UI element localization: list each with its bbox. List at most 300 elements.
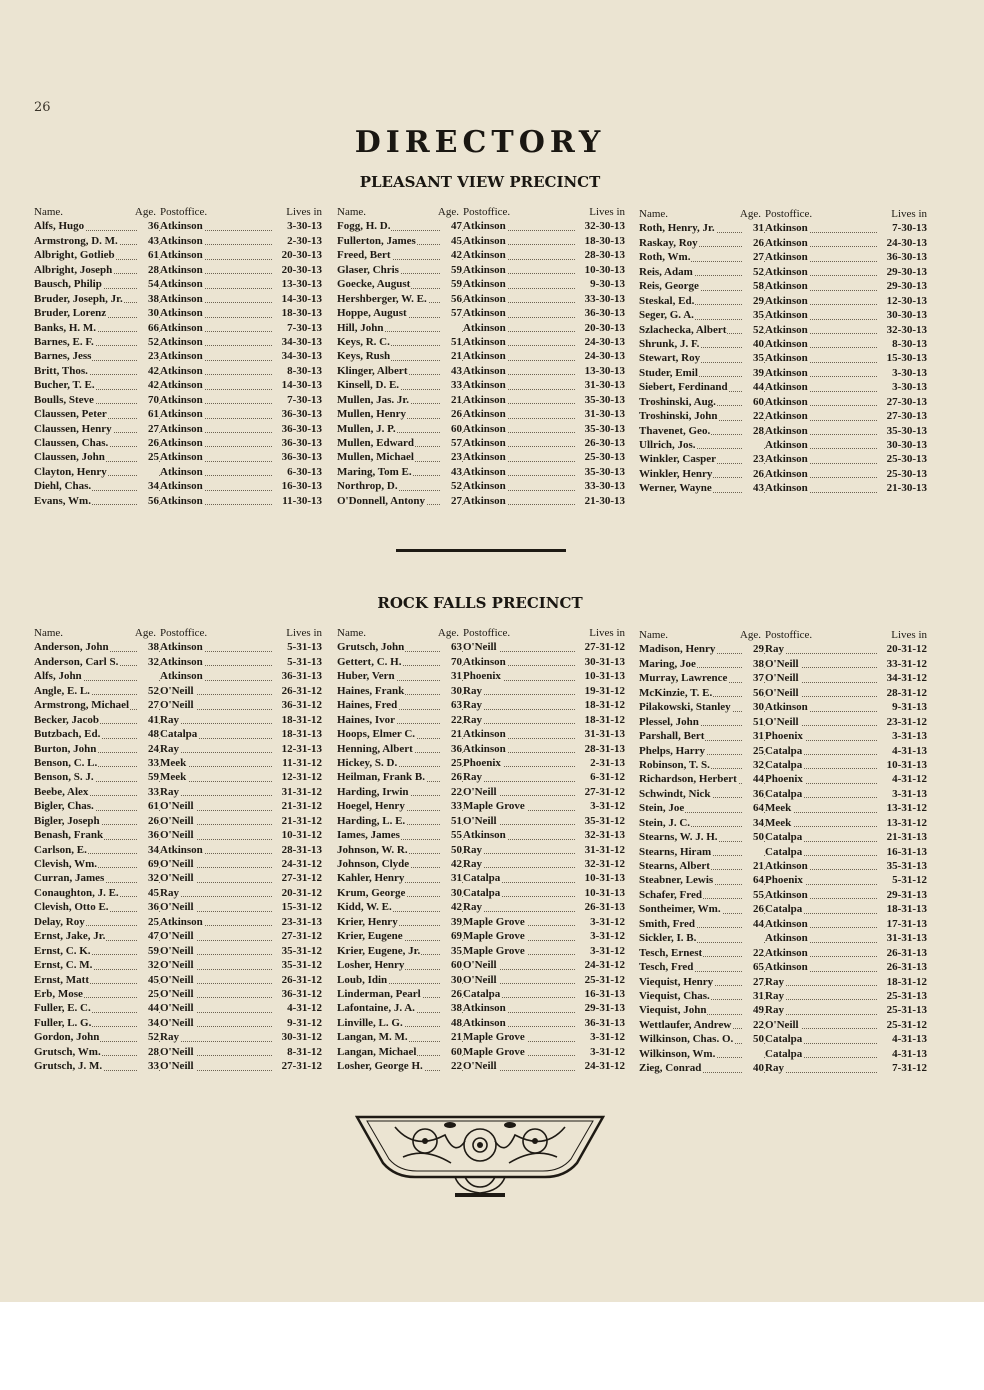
ornament-icon bbox=[355, 1111, 605, 1199]
entry-name: Grutsch, John bbox=[337, 640, 440, 654]
directory-entry bbox=[337, 915, 625, 929]
entry-lives-in: 32-30-13 bbox=[886, 323, 927, 336]
directory-entry bbox=[34, 479, 322, 493]
entry-name: Fuller, L. G. bbox=[34, 1016, 137, 1030]
entry-age: 30 bbox=[753, 701, 764, 714]
entry-name: Claussen, Chas. bbox=[34, 436, 137, 450]
entry-postoffice: Atkinson bbox=[764, 452, 877, 466]
entry-lives-in: 26-31-13 bbox=[886, 946, 927, 959]
page-number: 26 bbox=[34, 100, 51, 115]
entry-lives-in: 30-31-13 bbox=[584, 655, 625, 668]
entry-postoffice: Atkinson bbox=[159, 335, 272, 349]
entry-lives-in: 26-30-13 bbox=[584, 437, 625, 449]
directory-entry bbox=[639, 700, 927, 714]
entry-name: Glaser, Chris bbox=[337, 263, 440, 277]
entry-lives-in: 7-30-13 bbox=[287, 321, 322, 334]
entry-lives-in: 31-31-12 bbox=[584, 843, 625, 856]
directory-entry bbox=[34, 248, 322, 262]
entry-lives-in: 32-31-13 bbox=[584, 829, 625, 842]
header-lives-in: Lives in bbox=[286, 206, 322, 218]
entry-postoffice: Atkinson bbox=[159, 450, 272, 464]
entry-age: 26 bbox=[753, 467, 764, 480]
directory-entry bbox=[639, 366, 927, 380]
entry-name: Clevish, Wm. bbox=[34, 857, 137, 871]
entry-postoffice: O'Neill bbox=[764, 715, 877, 729]
entry-name: Grutsch, Wm. bbox=[34, 1045, 137, 1059]
entry-name: Fullerton, James bbox=[337, 234, 440, 248]
entry-name: Carlson, E. bbox=[34, 843, 137, 857]
directory-entry bbox=[337, 378, 625, 392]
directory-entry bbox=[639, 294, 927, 308]
directory-entry bbox=[337, 770, 625, 784]
entry-name: Stein, J. C. bbox=[639, 816, 742, 830]
entry-age: 36 bbox=[148, 829, 159, 842]
directory-entry bbox=[639, 438, 927, 452]
entry-postoffice: Atkinson bbox=[159, 248, 272, 262]
entry-name: Johnson, Clyde bbox=[337, 857, 440, 871]
entry-postoffice: O'Neill bbox=[462, 814, 575, 828]
entry-age: 27 bbox=[148, 699, 159, 712]
entry-postoffice: Ray bbox=[462, 698, 575, 712]
entry-postoffice: Atkinson bbox=[764, 409, 877, 423]
entry-age: 45 bbox=[148, 886, 159, 899]
directory-entry bbox=[34, 655, 322, 669]
entry-name: Viequist, Chas. bbox=[639, 989, 742, 1003]
directory-entry bbox=[337, 277, 625, 291]
entry-postoffice: Atkinson bbox=[462, 742, 575, 756]
entry-age: 51 bbox=[451, 814, 462, 827]
entry-age: 52 bbox=[753, 323, 764, 336]
entry-name: Clevish, Otto E. bbox=[34, 900, 137, 914]
entry-postoffice: O'Neill bbox=[159, 698, 272, 712]
directory-entry bbox=[34, 450, 322, 464]
entry-name: Linville, L. G. bbox=[337, 1016, 440, 1030]
entry-name: Werner, Wayne bbox=[639, 481, 742, 495]
entry-lives-in: 11-31-12 bbox=[282, 756, 322, 769]
header-age: Age. bbox=[437, 627, 459, 639]
entry-name: Stearns, Albert bbox=[639, 859, 742, 873]
directory-entry bbox=[337, 1059, 625, 1073]
entry-postoffice: Atkinson bbox=[764, 279, 877, 293]
directory-entry bbox=[639, 424, 927, 438]
directory-entry bbox=[337, 713, 625, 727]
directory-entry bbox=[639, 1032, 927, 1046]
entry-postoffice: Catalpa bbox=[764, 830, 877, 844]
entry-age: 34 bbox=[148, 843, 159, 856]
directory-entry bbox=[337, 655, 625, 669]
entry-age: 47 bbox=[148, 930, 159, 943]
entry-postoffice: Phoenix bbox=[764, 729, 877, 743]
entry-lives-in: 20-30-13 bbox=[281, 263, 322, 276]
entry-postoffice: Ray bbox=[159, 785, 272, 799]
entry-postoffice: O'Neill bbox=[159, 799, 272, 813]
entry-postoffice: Ray bbox=[462, 900, 575, 914]
entry-postoffice: Atkinson bbox=[462, 479, 575, 493]
directory-entry bbox=[337, 756, 625, 770]
entry-lives-in: 27-31-12 bbox=[584, 785, 625, 798]
entry-lives-in: 12-31-12 bbox=[281, 771, 322, 784]
rock-falls-column-1 bbox=[34, 626, 322, 1074]
entry-postoffice: Atkinson bbox=[159, 479, 272, 493]
entry-postoffice: Atkinson bbox=[462, 494, 575, 508]
entry-name: Albright, Joseph bbox=[34, 263, 137, 277]
entry-age: 31 bbox=[451, 872, 462, 885]
directory-entry bbox=[34, 1059, 322, 1073]
directory-entry bbox=[639, 902, 927, 916]
entry-name: Troshinski, Aug. bbox=[639, 395, 742, 409]
directory-entry bbox=[34, 987, 322, 1001]
entry-postoffice: Atkinson bbox=[462, 655, 575, 669]
entry-age: 32 bbox=[753, 758, 764, 771]
directory-entry bbox=[639, 250, 927, 264]
directory-entry bbox=[639, 1018, 927, 1032]
entry-name: Stein, Joe bbox=[639, 801, 742, 815]
entry-name: Tesch, Fred bbox=[639, 960, 742, 974]
entry-lives-in: 28-31-13 bbox=[584, 742, 625, 755]
entry-age: 64 bbox=[753, 874, 764, 887]
entry-lives-in: 3-31-12 bbox=[590, 930, 625, 943]
entry-name: Benson, S. J. bbox=[34, 770, 137, 784]
directory-entry bbox=[337, 393, 625, 407]
entry-name: Loub, Idin bbox=[337, 973, 440, 987]
entry-postoffice: Maple Grove bbox=[462, 799, 575, 813]
entry-age: 50 bbox=[753, 1033, 764, 1046]
entry-postoffice: Atkinson bbox=[764, 917, 877, 931]
entry-age: 25 bbox=[148, 451, 159, 464]
entry-age: 61 bbox=[148, 408, 159, 421]
directory-entry bbox=[639, 337, 927, 351]
entry-age: 59 bbox=[148, 944, 159, 957]
entry-lives-in: 32-30-13 bbox=[584, 220, 625, 233]
directory-entry bbox=[639, 236, 927, 250]
directory-entry bbox=[639, 279, 927, 293]
directory-entry bbox=[337, 364, 625, 378]
entry-name: Heilman, Frank B. bbox=[337, 770, 440, 784]
entry-lives-in: 27-31-12 bbox=[281, 872, 322, 885]
entry-name: Sickler, I. B. bbox=[639, 931, 742, 945]
directory-entry bbox=[337, 843, 625, 857]
header-postoffice: Postoffice. bbox=[765, 629, 813, 641]
entry-name: Sontheimer, Wm. bbox=[639, 902, 742, 916]
entry-name: Keys, R. C. bbox=[337, 335, 440, 349]
entry-age: 49 bbox=[753, 1004, 764, 1017]
entry-lives-in: 30-31-12 bbox=[281, 1031, 322, 1044]
entry-lives-in: 24-31-12 bbox=[584, 1060, 625, 1073]
directory-entry bbox=[34, 335, 322, 349]
entry-lives-in: 4-31-12 bbox=[287, 1002, 322, 1015]
entry-age: 60 bbox=[451, 422, 462, 435]
entry-lives-in: 18-31-12 bbox=[281, 713, 322, 726]
entry-age: 22 bbox=[753, 1018, 764, 1031]
entry-postoffice: O'Neill bbox=[764, 1018, 877, 1032]
entry-age: 45 bbox=[148, 973, 159, 986]
entry-age: 26 bbox=[753, 903, 764, 916]
entry-lives-in: 24-30-13 bbox=[584, 350, 625, 363]
entry-age: 52 bbox=[753, 265, 764, 278]
entry-postoffice: Atkinson bbox=[462, 248, 575, 262]
entry-name: Maring, Tom E. bbox=[337, 465, 440, 479]
entry-name: Kidd, W. E. bbox=[337, 900, 440, 914]
entry-age: 52 bbox=[148, 1031, 159, 1044]
header-postoffice: Postoffice. bbox=[160, 627, 208, 639]
entry-postoffice: Atkinson bbox=[764, 424, 877, 438]
directory-entry bbox=[639, 772, 927, 786]
entry-lives-in: 3-30-13 bbox=[892, 366, 927, 379]
entry-postoffice: Atkinson bbox=[462, 407, 575, 421]
entry-name: Schwindt, Nick bbox=[639, 787, 742, 801]
entry-name: Henning, Albert bbox=[337, 742, 440, 756]
entry-postoffice: Atkinson bbox=[764, 438, 877, 452]
entry-postoffice: Ray bbox=[462, 684, 575, 698]
entry-age: 27 bbox=[451, 494, 462, 507]
entry-age: 48 bbox=[148, 728, 159, 741]
entry-lives-in: 35-30-13 bbox=[584, 422, 625, 435]
entry-lives-in: 36-30-13 bbox=[886, 251, 927, 264]
entry-name: Murray, Lawrence bbox=[639, 671, 742, 685]
entry-age: 63 bbox=[451, 699, 462, 712]
entry-postoffice: Atkinson bbox=[159, 219, 272, 233]
entry-lives-in: 18-31-13 bbox=[886, 903, 927, 916]
entry-name: Thavenet, Geo. bbox=[639, 424, 742, 438]
entry-lives-in: 36-30-13 bbox=[281, 451, 322, 464]
entry-age: 37 bbox=[753, 672, 764, 685]
entry-age: 56 bbox=[148, 494, 159, 507]
directory-entry bbox=[639, 917, 927, 931]
entry-age: 45 bbox=[451, 234, 462, 247]
entry-postoffice: O'Neill bbox=[462, 958, 575, 972]
entry-name: Studer, Emil bbox=[639, 366, 742, 380]
entry-name: Steabner, Lewis bbox=[639, 873, 742, 887]
entry-postoffice: Atkinson bbox=[462, 219, 575, 233]
entry-lives-in: 3-31-13 bbox=[892, 787, 927, 800]
entry-lives-in: 13-30-13 bbox=[584, 364, 625, 377]
entry-lives-in: 18-31-12 bbox=[584, 713, 625, 726]
entry-name: Erb, Mose bbox=[34, 987, 137, 1001]
entry-age: 69 bbox=[148, 858, 159, 870]
entry-lives-in: 36-31-13 bbox=[584, 1016, 625, 1029]
directory-entry bbox=[34, 785, 322, 799]
entry-postoffice: O'Neill bbox=[159, 929, 272, 943]
pleasant-view-column-1 bbox=[34, 205, 322, 508]
entry-postoffice: Atkinson bbox=[159, 436, 272, 450]
entry-age: 60 bbox=[753, 395, 764, 408]
entry-age: 21 bbox=[451, 1031, 462, 1044]
entry-postoffice: O'Neill bbox=[462, 1059, 575, 1073]
entry-lives-in: 25-31-12 bbox=[886, 1018, 927, 1031]
entry-name: Conaughton, J. E. bbox=[34, 886, 137, 900]
entry-age: 36 bbox=[148, 220, 159, 233]
entry-name: Smith, Fred bbox=[639, 917, 742, 931]
entry-lives-in: 9-31-12 bbox=[287, 1016, 322, 1029]
entry-lives-in: 14-30-13 bbox=[281, 292, 322, 305]
entry-name: Harding, Irwin bbox=[337, 785, 440, 799]
header-name: Name. bbox=[337, 627, 367, 639]
entry-name: Seger, G. A. bbox=[639, 308, 742, 322]
entry-postoffice: Atkinson bbox=[159, 306, 272, 320]
directory-entry bbox=[34, 640, 322, 654]
entry-name: Reis, Adam bbox=[639, 265, 742, 279]
entry-postoffice: Ray bbox=[764, 642, 877, 656]
entry-age: 32 bbox=[148, 655, 159, 668]
entry-postoffice: Catalpa bbox=[764, 787, 877, 801]
entry-name: Mullen, Henry bbox=[337, 407, 440, 421]
entry-lives-in: 35-31-13 bbox=[886, 860, 927, 872]
directory-entry bbox=[337, 799, 625, 813]
entry-age: 65 bbox=[753, 961, 764, 974]
directory-entry bbox=[639, 395, 927, 409]
entry-age: 60 bbox=[451, 1045, 462, 1058]
entry-name: Hoppe, August bbox=[337, 306, 440, 320]
entry-name: Britt, Thos. bbox=[34, 364, 137, 378]
directory-entry bbox=[34, 465, 322, 479]
entry-postoffice: Atkinson bbox=[764, 960, 877, 974]
entry-age: 61 bbox=[148, 800, 159, 813]
entry-postoffice: O'Neill bbox=[462, 640, 575, 654]
entry-postoffice: Atkinson bbox=[764, 308, 877, 322]
entry-postoffice: Atkinson bbox=[764, 351, 877, 365]
entry-name: Bucher, T. E. bbox=[34, 378, 137, 392]
entry-age: 57 bbox=[451, 437, 462, 449]
entry-age: 35 bbox=[753, 309, 764, 322]
entry-postoffice: Atkinson bbox=[159, 915, 272, 929]
entry-name: Losher, George H. bbox=[337, 1059, 440, 1073]
directory-entry bbox=[639, 265, 927, 279]
entry-postoffice: Catalpa bbox=[764, 902, 877, 916]
directory-entry bbox=[639, 744, 927, 758]
entry-lives-in: 25-31-13 bbox=[886, 989, 927, 1002]
header-name: Name. bbox=[34, 627, 64, 639]
entry-name: Fuller, E. C. bbox=[34, 1001, 137, 1015]
entry-lives-in: 13-30-13 bbox=[281, 278, 322, 291]
entry-age: 30 bbox=[148, 307, 159, 320]
entry-age: 40 bbox=[753, 1062, 764, 1075]
directory-entry bbox=[639, 671, 927, 685]
entry-postoffice: Catalpa bbox=[462, 871, 575, 885]
directory-entry bbox=[34, 900, 322, 914]
entry-age: 60 bbox=[451, 959, 462, 972]
entry-age: 27 bbox=[148, 422, 159, 435]
entry-name: Albright, Gotlieb bbox=[34, 248, 137, 262]
directory-entry bbox=[337, 335, 625, 349]
directory-entry bbox=[34, 756, 322, 770]
entry-postoffice: Atkinson bbox=[764, 481, 877, 495]
directory-entry bbox=[639, 642, 927, 656]
entry-age: 44 bbox=[753, 381, 764, 394]
directory-entry bbox=[639, 221, 927, 235]
directory-entry bbox=[337, 929, 625, 943]
entry-postoffice: O'Neill bbox=[159, 973, 272, 987]
entry-name: Hill, John bbox=[337, 321, 440, 335]
directory-entry bbox=[34, 944, 322, 958]
entry-lives-in: 5-31-12 bbox=[892, 874, 927, 887]
entry-age: 31 bbox=[753, 989, 764, 1002]
directory-entry bbox=[34, 684, 322, 698]
entry-name: Phelps, Harry bbox=[639, 744, 742, 758]
entry-postoffice: O'Neill bbox=[764, 686, 877, 700]
entry-age: 31 bbox=[451, 670, 462, 683]
entry-name: Roth, Wm. bbox=[639, 250, 742, 264]
entry-age: 42 bbox=[451, 249, 462, 262]
entry-postoffice: Atkinson bbox=[764, 380, 877, 394]
entry-lives-in: 10-31-13 bbox=[584, 872, 625, 885]
entry-age: 44 bbox=[753, 917, 764, 930]
directory-entry bbox=[337, 857, 625, 871]
entry-lives-in: 3-31-13 bbox=[892, 730, 927, 743]
directory-entry bbox=[337, 422, 625, 436]
entry-lives-in: 35-31-12 bbox=[281, 944, 322, 957]
entry-postoffice: Phoenix bbox=[764, 772, 877, 786]
entry-age: 22 bbox=[451, 713, 462, 726]
entry-postoffice: Atkinson bbox=[764, 323, 877, 337]
entry-name: Huber, Vern bbox=[337, 669, 440, 683]
column-header bbox=[337, 626, 625, 640]
entry-postoffice: Atkinson bbox=[462, 364, 575, 378]
entry-postoffice: Atkinson bbox=[764, 337, 877, 351]
entry-name: Anderson, Carl S. bbox=[34, 655, 137, 669]
entry-postoffice: Atkinson bbox=[159, 640, 272, 654]
entry-name: Delay, Roy bbox=[34, 915, 137, 929]
entry-lives-in: 5-31-13 bbox=[287, 641, 322, 654]
directory-entry bbox=[337, 292, 625, 306]
entry-age: 43 bbox=[753, 482, 764, 495]
entry-age: 52 bbox=[451, 480, 462, 493]
directory-entry bbox=[34, 799, 322, 813]
entry-lives-in: 15-30-13 bbox=[886, 352, 927, 365]
directory-entry bbox=[34, 292, 322, 306]
entry-name: Grutsch, J. M. bbox=[34, 1059, 137, 1073]
entry-age: 54 bbox=[148, 278, 159, 291]
entry-age: 41 bbox=[148, 713, 159, 726]
entry-postoffice: O'Neill bbox=[159, 958, 272, 972]
entry-name: Mullen, Edward bbox=[337, 436, 440, 450]
directory-entry bbox=[34, 713, 322, 727]
entry-lives-in: 24-31-12 bbox=[281, 858, 322, 870]
entry-lives-in: 35-31-12 bbox=[281, 959, 322, 972]
entry-age: 69 bbox=[451, 930, 462, 943]
entry-lives-in: 3-30-13 bbox=[892, 381, 927, 394]
entry-lives-in: 26-31-13 bbox=[584, 901, 625, 914]
entry-lives-in: 4-31-13 bbox=[892, 744, 927, 757]
entry-age: 42 bbox=[451, 901, 462, 914]
entry-lives-in: 20-31-12 bbox=[886, 643, 927, 656]
entry-postoffice: O'Neill bbox=[764, 671, 877, 685]
entry-name: Parshall, Bert bbox=[639, 729, 742, 743]
entry-lives-in: 12-31-13 bbox=[281, 742, 322, 755]
entry-name: Winkler, Casper bbox=[639, 452, 742, 466]
entry-name: Siebert, Ferdinand bbox=[639, 380, 742, 394]
entry-name: Bigler, Joseph bbox=[34, 814, 137, 828]
pleasant-view-column-2 bbox=[337, 205, 625, 508]
entry-age: 26 bbox=[451, 771, 462, 784]
entry-lives-in: 33-31-12 bbox=[886, 657, 927, 670]
directory-entry bbox=[639, 859, 927, 873]
header-lives-in: Lives in bbox=[589, 627, 625, 639]
entry-age: 36 bbox=[451, 742, 462, 755]
entry-age: 51 bbox=[451, 335, 462, 348]
entry-postoffice: Atkinson bbox=[462, 450, 575, 464]
directory-entry bbox=[639, 1061, 927, 1075]
entry-postoffice: Atkinson bbox=[462, 422, 575, 436]
entry-name: Haines, Fred bbox=[337, 698, 440, 712]
entry-age: 30 bbox=[451, 886, 462, 899]
entry-name: Linderman, Pearl bbox=[337, 987, 440, 1001]
entry-lives-in: 10-31-13 bbox=[584, 670, 625, 683]
entry-name: Benash, Frank bbox=[34, 828, 137, 842]
entry-postoffice: O'Neill bbox=[764, 657, 877, 671]
entry-lives-in: 25-31-12 bbox=[584, 973, 625, 986]
entry-postoffice: Ray bbox=[462, 713, 575, 727]
entry-lives-in: 8-30-13 bbox=[892, 337, 927, 350]
